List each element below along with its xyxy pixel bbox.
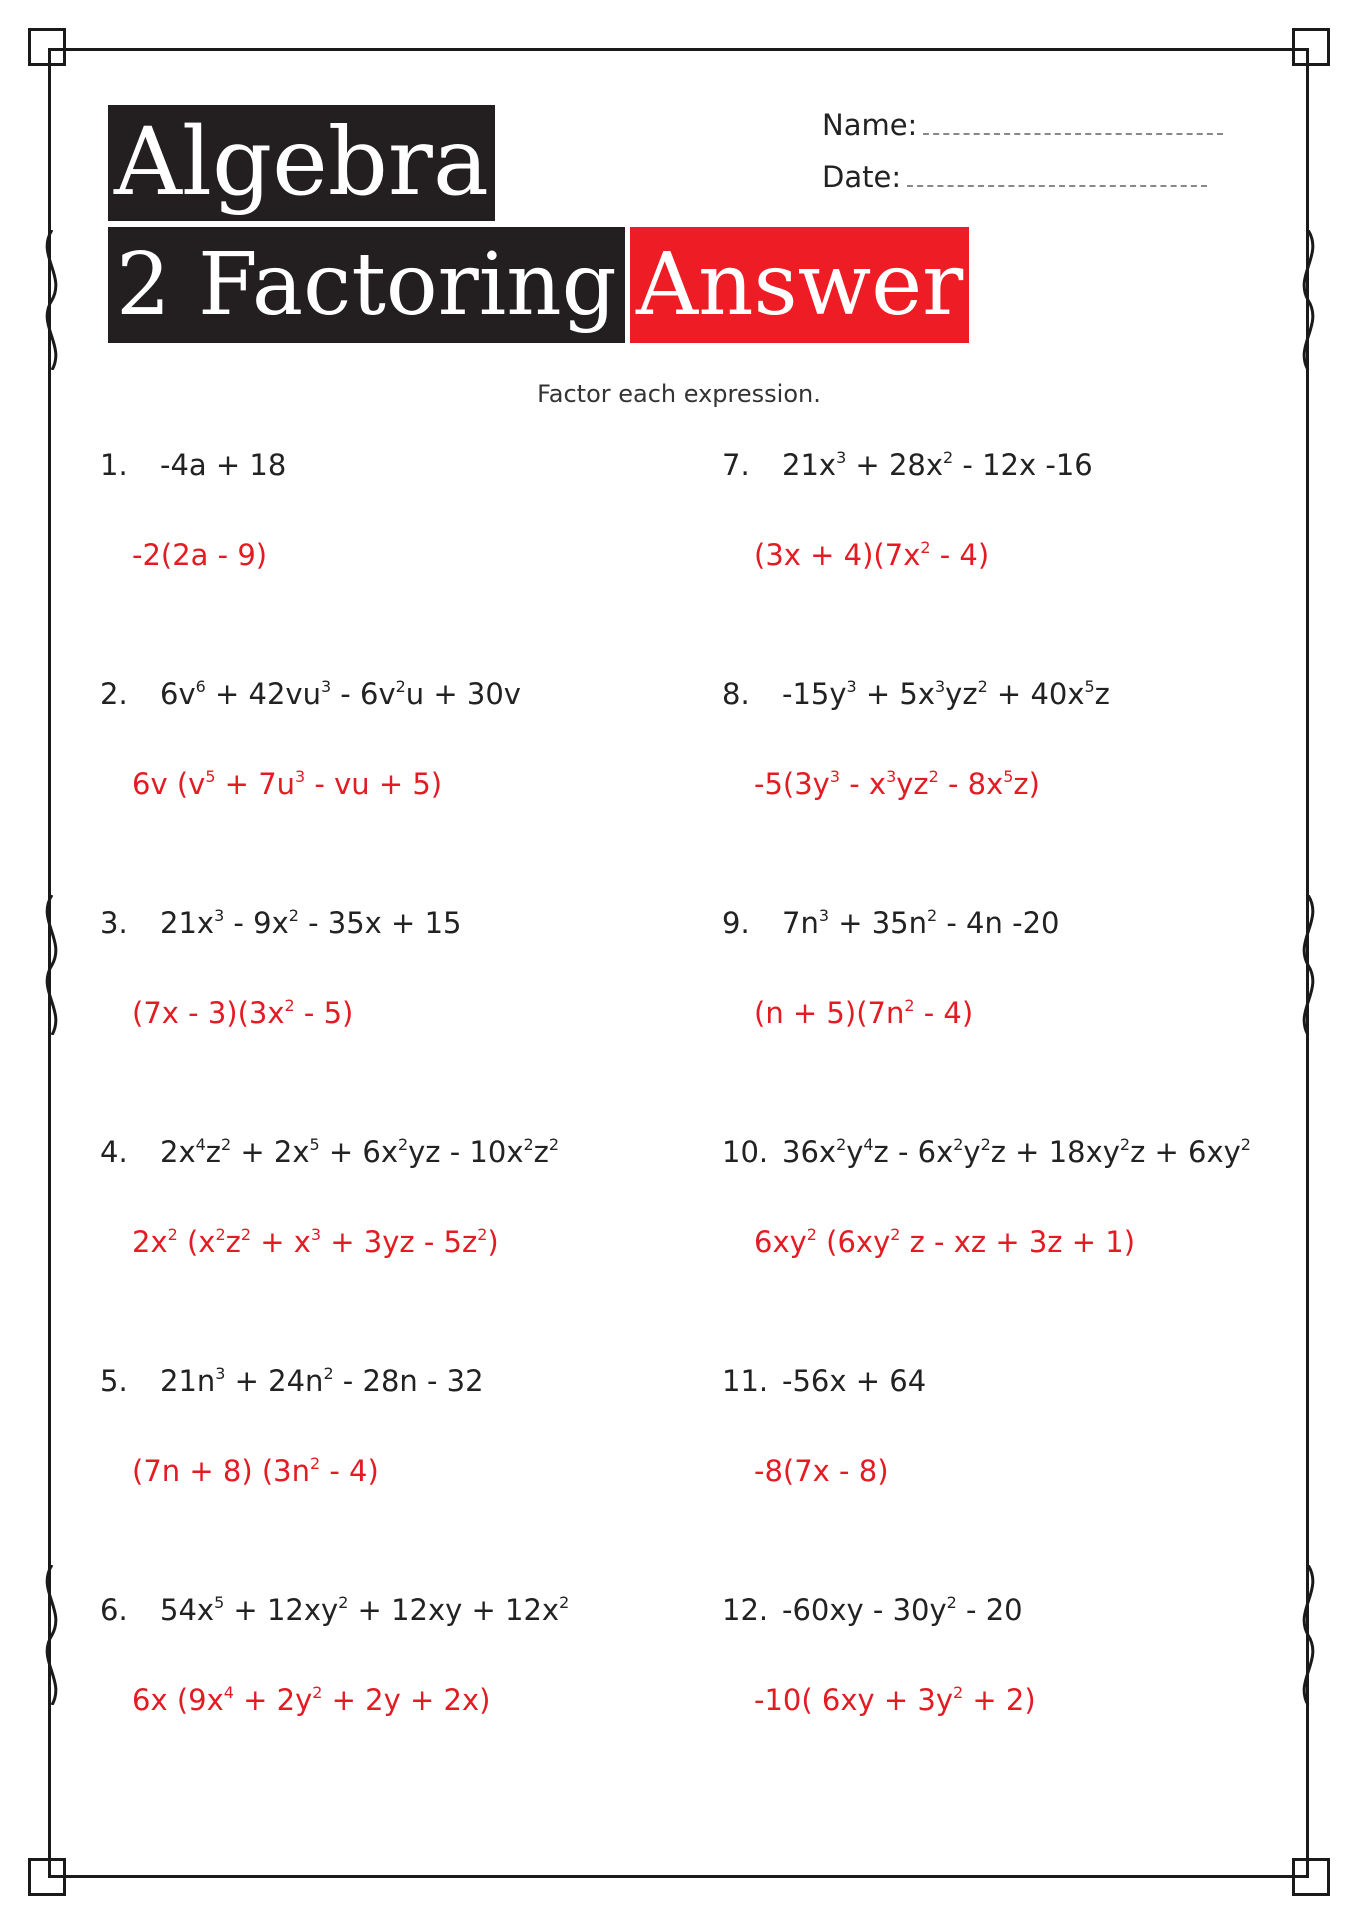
title-factoring: 2 Factoring (108, 227, 625, 343)
problem-number: 6. (100, 1593, 128, 1627)
problem-number: 5. (100, 1364, 128, 1398)
problem-number: 2. (100, 677, 128, 711)
problem-number: 9. (722, 906, 750, 940)
answer-8: $-5(3y^3 - x^3yz^2 - 8x^5z)$ (754, 767, 1040, 801)
answer-4: $2x^2$ $(x^2z^2 + x^3 + 3yz - 5z^2)$ (132, 1225, 499, 1259)
problem-expression: $-60xy - 30y^2 - 20$ (782, 1593, 1023, 1627)
problem-number: 1. (100, 448, 128, 482)
problem-9 (722, 906, 1059, 940)
problem-3 (100, 906, 461, 940)
problem-expression: $6v^6 + 42vu^3 - 6v^2u + 30v$ (160, 677, 521, 711)
problem-number: 7. (722, 448, 750, 482)
frame-top (50, 48, 1308, 51)
problem-number: 8. (722, 677, 750, 711)
problem-12 (722, 1593, 1023, 1627)
title-answer: Answer (630, 227, 969, 343)
corner-bottom-right (1292, 1858, 1330, 1896)
name-field[interactable] (923, 111, 1223, 135)
problem-10 (722, 1135, 1251, 1169)
answer-2: 6v ($v^5 + 7u^3$ - vu + 5) (132, 767, 443, 801)
problem-expression: $7n^3 + 35n^2 - 4n$ -20 (782, 906, 1060, 940)
problem-expression: -56x + 64 (782, 1364, 927, 1398)
squiggle-right-3 (1294, 1565, 1324, 1705)
answer-1: -2(2a - 9) (132, 538, 268, 572)
problem-1 (100, 448, 286, 482)
date-row (822, 160, 1207, 194)
answer-7: $(3x + 4)(7x^2 - 4)$ (754, 538, 990, 572)
squiggle-left-3 (36, 1565, 66, 1705)
problem-expression: $21x^3 + 28x^2 - 12x$ -16 (782, 448, 1093, 482)
corner-top-right (1292, 28, 1330, 66)
squiggle-right-1 (1294, 230, 1324, 370)
instruction-text: Factor each expression. (537, 380, 821, 408)
problem-number: 11. (722, 1364, 769, 1398)
answer-12: -10( $6xy + 3y^2 + 2$) (754, 1683, 1036, 1717)
answer-10: $6xy^2$ ($6xy^2$ z - xz + 3z + 1) (754, 1225, 1136, 1259)
problem-number: 4. (100, 1135, 128, 1169)
problem-5 (100, 1364, 484, 1398)
corner-bottom-left (28, 1858, 66, 1896)
problem-4 (100, 1135, 559, 1169)
problem-expression: $36x^2y^4z - 6x^2y^2z + 18xy^2z + 6xy^2$ (782, 1135, 1251, 1169)
name-label: Name: (822, 108, 918, 142)
problem-6 (100, 1593, 569, 1627)
date-field[interactable] (907, 163, 1207, 187)
answer-5: (7n + 8) $(3n^2 - 4)$ (132, 1454, 379, 1488)
problem-number: 10. (722, 1135, 769, 1169)
answer-9: $(n + 5)(7n^2 - 4)$ (754, 996, 974, 1030)
frame-bottom (50, 1875, 1308, 1878)
problem-expression: $54x^5 + 12xy^2 + 12xy + 12x^2$ (160, 1593, 570, 1627)
problem-11 (722, 1364, 926, 1398)
problem-expression: $-15y^3 + 5x^3yz^2 + 40x^5z$ (782, 677, 1110, 711)
squiggle-left-1 (36, 230, 66, 370)
problem-expression: $2x^4z^2 + 2x^5 + 6x^2yz - 10x^2z^2$ (160, 1135, 560, 1169)
answer-6: 6x $(9x^4 + 2y^2 + 2y + 2x)$ (132, 1683, 491, 1717)
corner-top-left (28, 28, 66, 66)
problem-8 (722, 677, 1110, 711)
date-label: Date: (822, 160, 902, 194)
problem-number: 12. (722, 1593, 769, 1627)
squiggle-left-2 (36, 895, 66, 1035)
answer-11: -8(7x - 8) (754, 1454, 889, 1488)
title-algebra: Algebra (108, 105, 495, 221)
problem-expression: $21x^3 - 9x^2 - 35x + 15$ (160, 906, 462, 940)
answer-3: $(7x - 3)(3x^2 - 5)$ (132, 996, 354, 1030)
problem-expression: $21n^3 + 24n^2 - 28n - 32$ (160, 1364, 484, 1398)
name-row (822, 108, 1223, 142)
problem-expression: -4a + 18 (160, 448, 287, 482)
problem-number: 3. (100, 906, 128, 940)
problem-2 (100, 677, 521, 711)
problem-7 (722, 448, 1093, 482)
squiggle-right-2 (1294, 895, 1324, 1035)
